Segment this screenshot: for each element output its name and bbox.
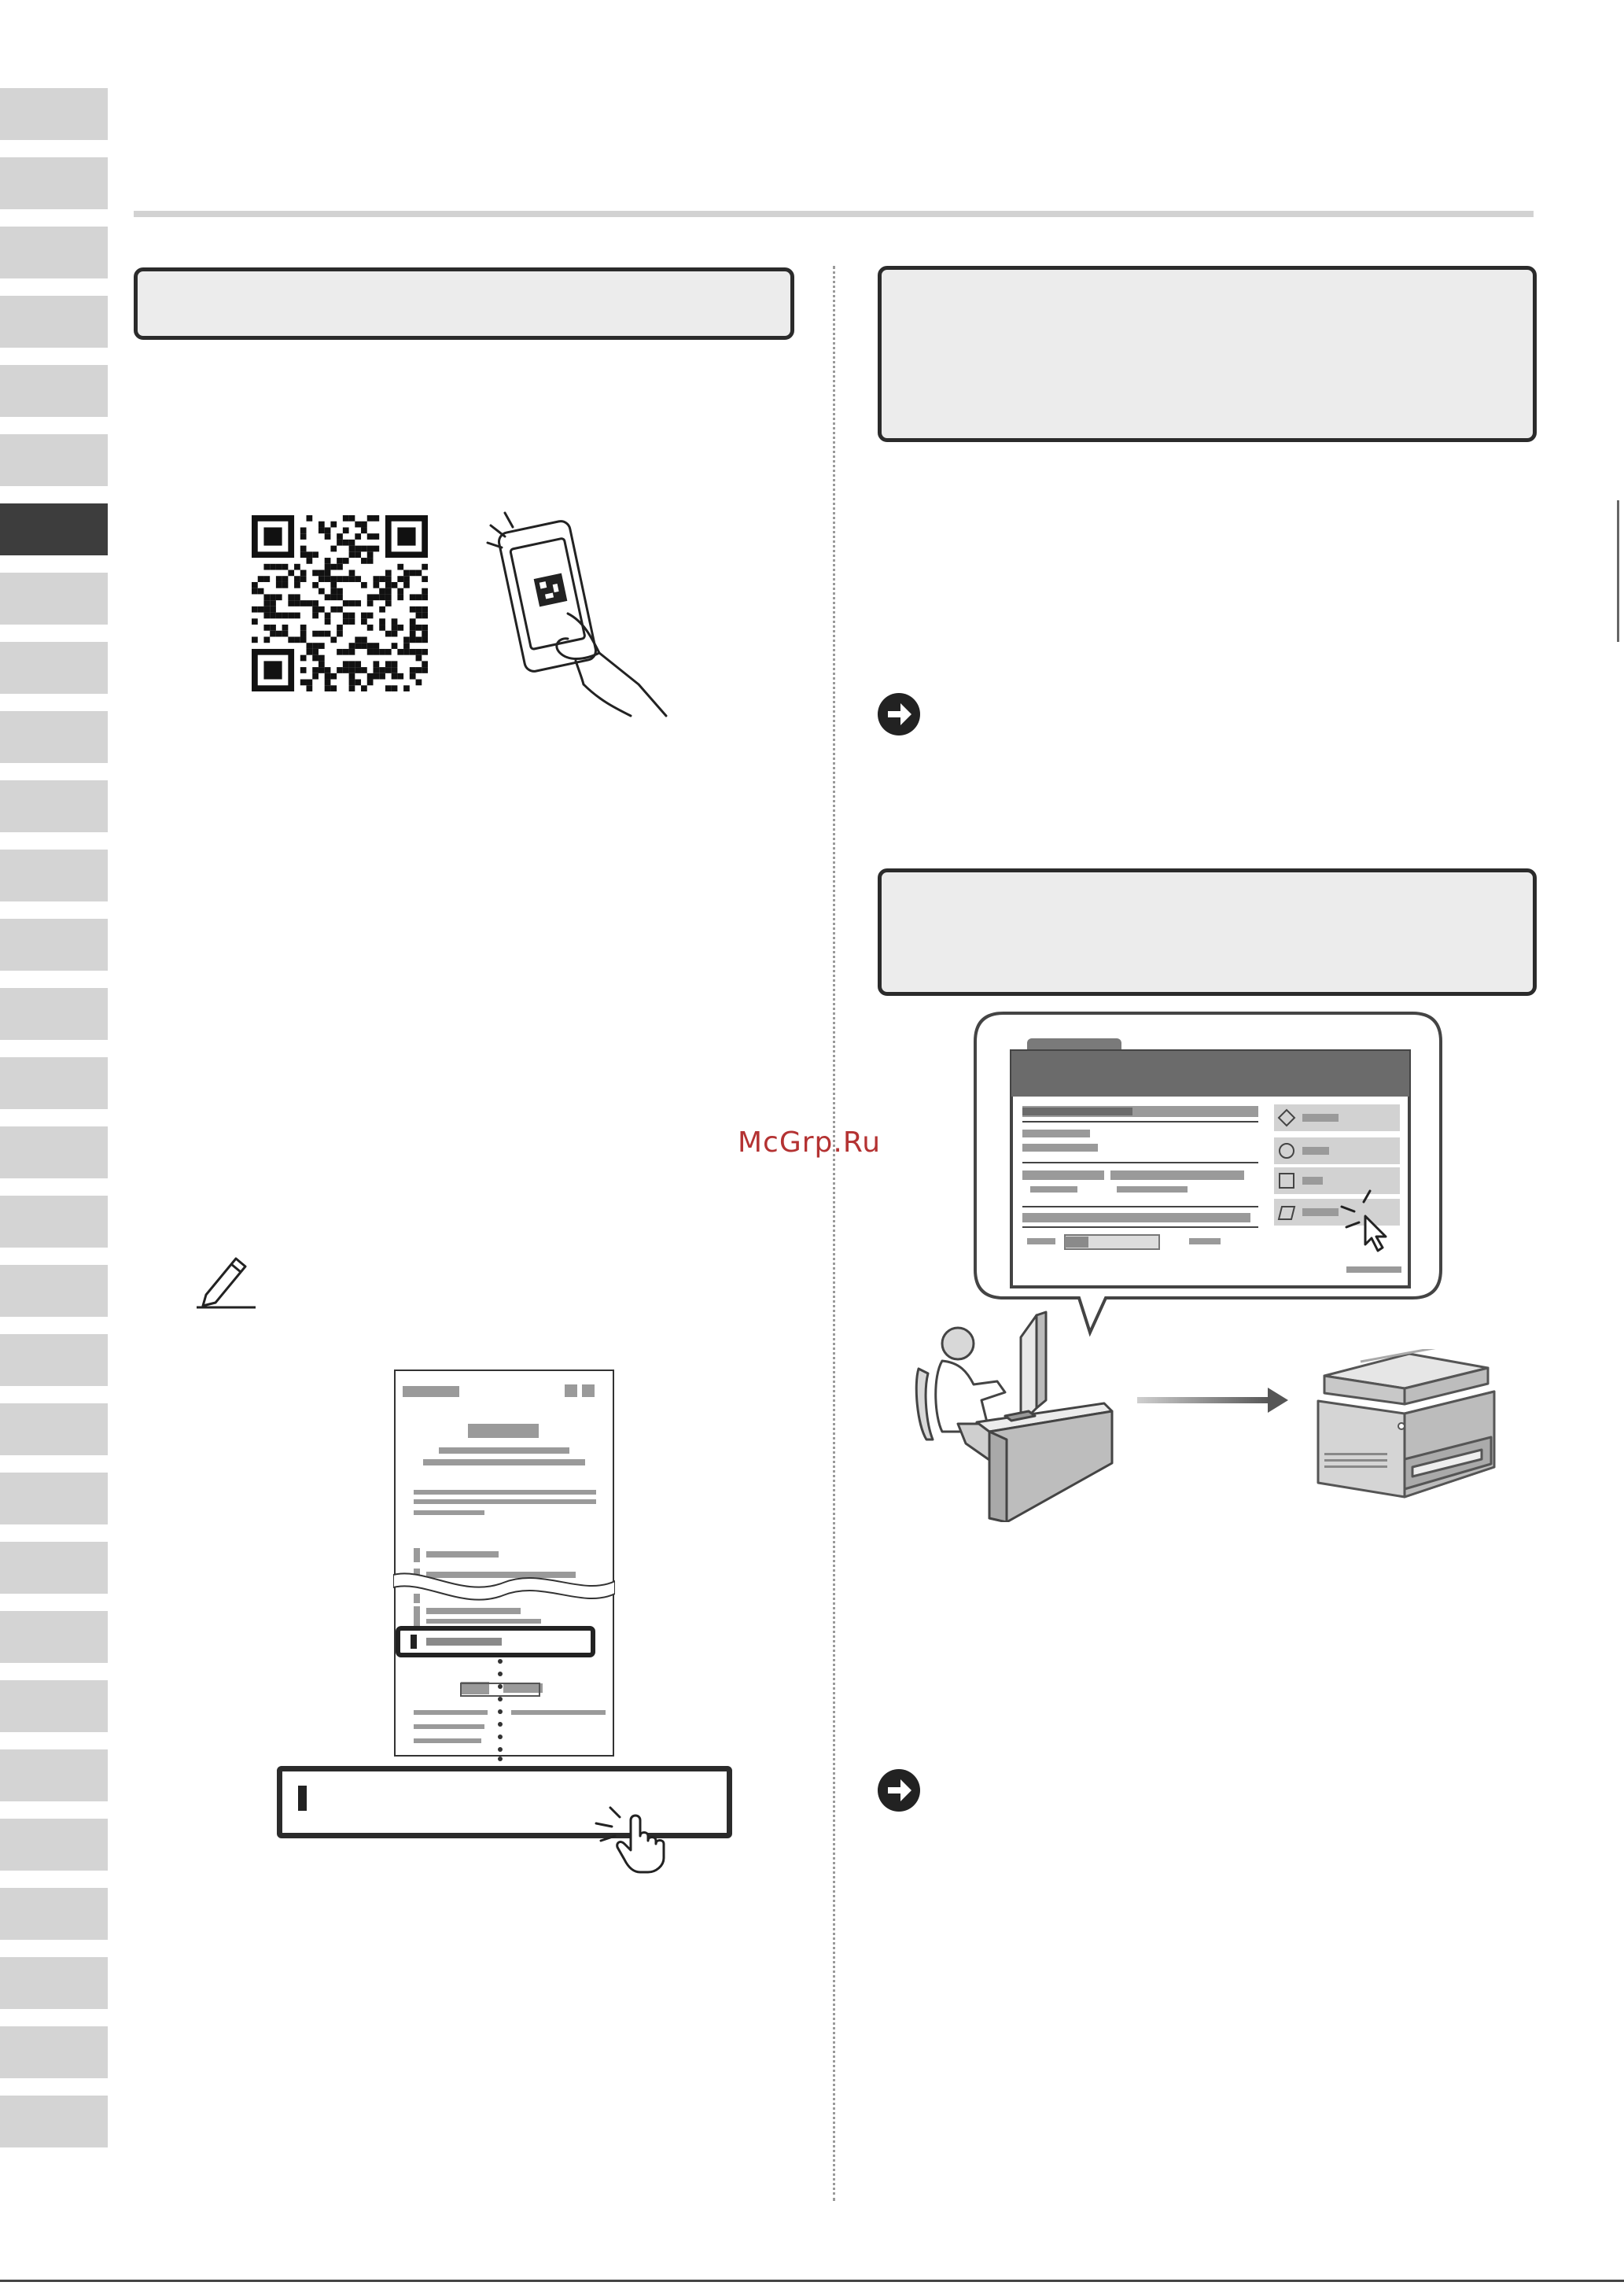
language-tab — [0, 1196, 108, 1248]
language-tab — [0, 296, 108, 348]
language-tab — [0, 1265, 108, 1317]
language-tab — [0, 503, 108, 555]
language-tab — [0, 88, 108, 140]
left-heading-box — [134, 267, 794, 340]
language-tab — [0, 988, 108, 1040]
language-tab — [0, 1680, 108, 1732]
language-tab — [0, 573, 108, 625]
pencil-note-icon — [197, 1251, 256, 1310]
touch-hand-icon — [588, 1803, 679, 1874]
column-divider — [833, 266, 835, 2201]
language-tab — [0, 1819, 108, 1871]
language-tab — [0, 2026, 108, 2078]
language-tab — [0, 780, 108, 832]
right-heading-box-2 — [878, 868, 1537, 996]
user-at-computer-icon — [911, 1306, 1115, 1522]
selected-setting-marker — [298, 1786, 307, 1811]
right-heading-box-1 — [878, 266, 1537, 442]
watermark: McGrp.Ru — [738, 1126, 882, 1159]
language-tab — [0, 157, 108, 209]
language-tab — [0, 919, 108, 971]
language-tab — [0, 1473, 108, 1524]
language-tab — [0, 1888, 108, 1940]
language-tab — [0, 2096, 108, 2147]
language-tab — [0, 1749, 108, 1801]
language-tab — [0, 1542, 108, 1594]
arrow-right-circle-icon — [877, 1768, 921, 1812]
language-tab — [0, 365, 108, 417]
language-tab — [0, 711, 108, 763]
language-tab — [0, 850, 108, 901]
list-document-icon — [393, 1369, 615, 1762]
language-tab — [0, 227, 108, 278]
right-edge-marker — [1617, 500, 1624, 642]
bottom-rule — [0, 2280, 1624, 2282]
remote-ui-screen-icon — [972, 1010, 1444, 1348]
language-tab — [0, 1611, 108, 1663]
language-tabs — [0, 88, 108, 2165]
transfer-arrow — [1137, 1384, 1288, 1416]
language-tab — [0, 1057, 108, 1109]
language-tab — [0, 1126, 108, 1178]
language-tab — [0, 434, 108, 486]
phone-scan-icon — [481, 503, 678, 724]
printer-icon — [1313, 1349, 1498, 1514]
arrow-right-circle-icon — [877, 692, 921, 736]
qr-code-icon — [252, 515, 428, 691]
language-tab — [0, 642, 108, 694]
language-tab — [0, 1403, 108, 1455]
top-rule — [134, 211, 1534, 217]
language-tab — [0, 1957, 108, 2009]
language-tab — [0, 1334, 108, 1386]
